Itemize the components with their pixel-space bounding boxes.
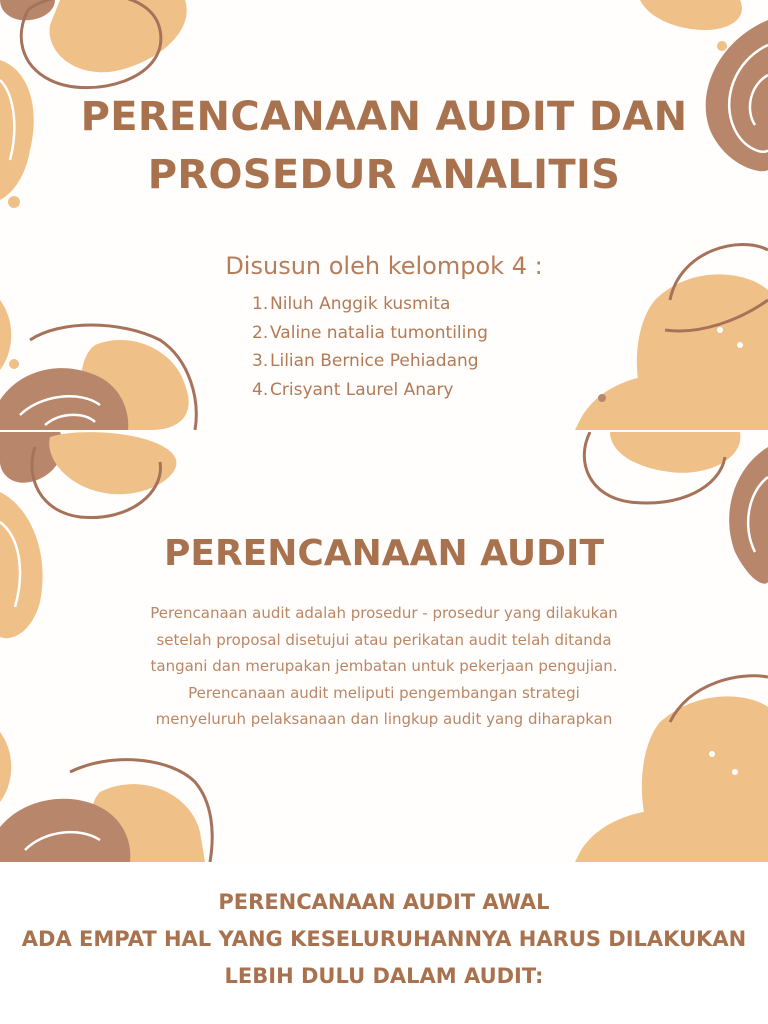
list-item: 2. Valine natalia tumontiling <box>252 322 488 343</box>
section-heading <box>0 884 768 995</box>
title-line-1: PERENCANAAN AUDIT DAN <box>80 94 688 140</box>
heading-line: LEBIH DULU DALAM AUDIT: <box>224 964 544 988</box>
paragraph-line: Perencanaan audit meliputi pengembangan strategi <box>188 683 580 702</box>
paragraph-line: Perencanaan audit adalah prosedur - prosedur yang dilakukan <box>150 604 618 622</box>
slide-perencanaan-audit <box>0 432 768 862</box>
heading-line: ADA EMPAT HAL YANG KESELURUHANNYA HARUS DILAKUKAN <box>21 927 747 951</box>
member-list <box>252 290 488 404</box>
slide-perencanaan-audit-awal <box>0 864 768 1024</box>
heading-line: PERENCANAAN AUDIT AWAL <box>218 890 550 914</box>
section-paragraph <box>110 600 658 733</box>
list-item: 4. Crisyant Laurel Anary <box>252 379 454 400</box>
presentation-title <box>0 88 768 204</box>
paragraph-line: setelah proposal disetujui atau perikatan audit telah ditanda <box>156 630 612 649</box>
title-line-2: PROSEDUR ANALITIS <box>147 152 621 198</box>
paragraph-line: tangani dan merupakan jembatan untuk pekerjaan pengujian. <box>150 657 618 675</box>
list-item: 1. Niluh Anggik kusmita <box>252 294 451 314</box>
subtitle: Disusun oleh kelompok 4 : <box>225 252 543 280</box>
slide-title <box>0 0 768 430</box>
paragraph-line: menyeluruh pelaksanaan dan lingkup audit yang diharapkan <box>155 710 613 728</box>
section-title: PERENCANAAN AUDIT <box>163 533 605 574</box>
list-item: 3. Lilian Bernice Pehiadang <box>252 351 479 371</box>
